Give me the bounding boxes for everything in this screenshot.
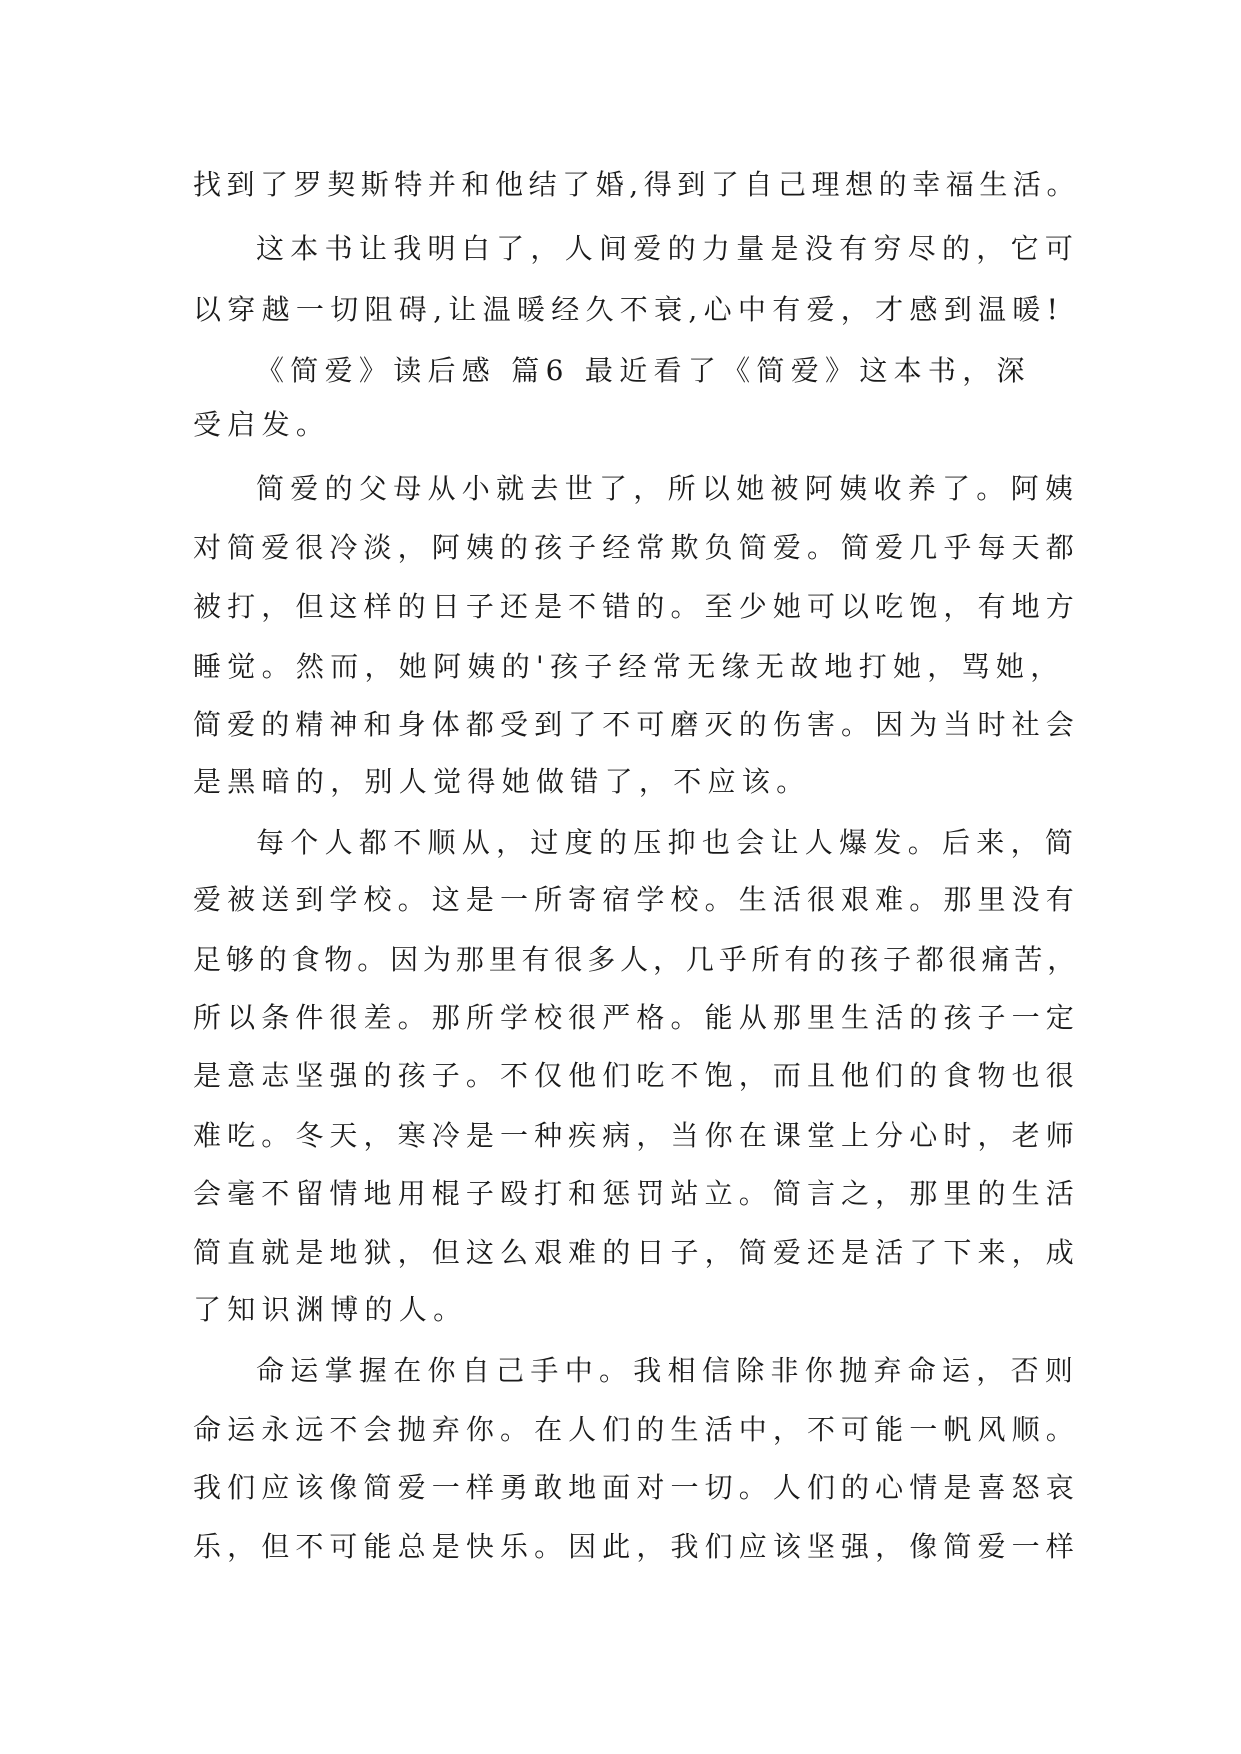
text-line: 每个人都不顺从，过度的压抑也会让人爆发。后来，简 [256, 826, 1080, 859]
text-line: 会毫不留情地用棍子殴打和惩罚站立。简言之，那里的生活 [193, 1177, 1080, 1210]
text-line: 命运永远不会抛弃你。在人们的生活中，不可能一帆风顺。 [193, 1413, 1080, 1446]
text-line: 爱被送到学校。这是一所寄宿学校。生活很艰难。那里没有 [193, 883, 1080, 916]
text-line: 简爱的父母从小就去世了，所以她被阿姨收养了。阿姨 [256, 472, 1080, 505]
text-line: 我们应该像简爱一样勇敢地面对一切。人们的心情是喜怒哀 [193, 1471, 1080, 1504]
text-line: 对简爱很冷淡，阿姨的孩子经常欺负简爱。简爱几乎每天都 [193, 531, 1080, 564]
text-line: 受启发。 [193, 408, 331, 441]
text-line: 命运掌握在你自己手中。我相信除非你抛弃命运，否则 [256, 1354, 1080, 1387]
text-line: 简直就是地狱，但这么艰难的日子，简爱还是活了下来，成 [193, 1236, 1080, 1269]
text-line: 这本书让我明白了，人间爱的力量是没有穷尽的，它可 [256, 232, 1080, 265]
text-line: 乐，但不可能总是快乐。因此，我们应该坚强，像简爱一样 [193, 1530, 1080, 1563]
text-line: 是黑暗的，别人觉得她做错了，不应该。 [193, 765, 811, 798]
text-line: 是意志坚强的孩子。不仅他们吃不饱，而且他们的食物也很 [193, 1059, 1080, 1092]
text-line: 难吃。冬天，寒冷是一种疾病，当你在课堂上分心时，老师 [193, 1119, 1080, 1152]
text-line: 睡觉。然而，她阿姨的'孩子经常无缘无故地打她，骂她， [193, 650, 1065, 683]
text-line: 足够的食物。因为那里有很多人，几乎所有的孩子都很痛苦， [193, 943, 1081, 976]
text-line: 找到了罗契斯特并和他结了婚,得到了自己理想的幸福生活。 [193, 168, 1081, 201]
text-line: 以穿越一切阻碍,让温暖经久不衰,心中有爱，才感到温暖! [193, 293, 1065, 326]
text-line: 简爱的精神和身体都受到了不可磨灭的伤害。因为当时社会 [193, 708, 1080, 741]
text-line: 所以条件很差。那所学校很严格。能从那里生活的孩子一定 [193, 1001, 1080, 1034]
section-heading: 《简爱》读后感 篇6 最近看了《简爱》这本书，深 [256, 354, 1031, 387]
text-line: 被打，但这样的日子还是不错的。至少她可以吃饱，有地方 [193, 590, 1080, 623]
text-line: 了知识渊博的人。 [193, 1293, 468, 1326]
